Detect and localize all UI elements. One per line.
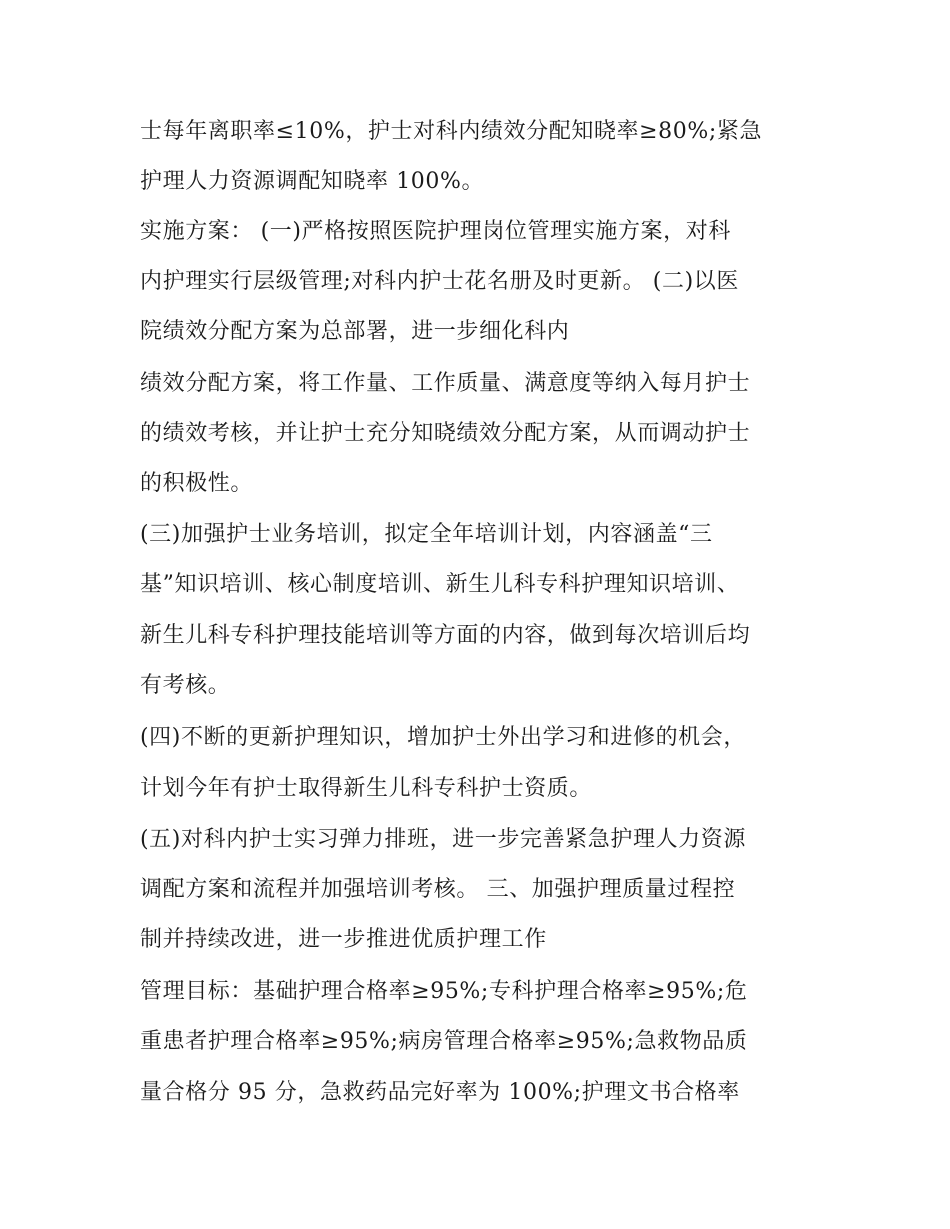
- text-line: (三)加强护士业务培训，拟定全年培训计划，内容涵盖“三: [140, 522, 713, 547]
- text-line: 院绩效分配方案为总部署，进一步细化科内: [140, 319, 570, 344]
- text-line: 重患者护理合格率≥95%;病房管理合格率≥95%;急救物品质: [140, 1029, 748, 1054]
- text-line: (四)不断的更新护理知识，增加护士外出学习和进修的机会，: [140, 725, 746, 750]
- text-line: 基”知识培训、核心制度培训、新生儿科专科护理知识培训、: [140, 572, 740, 597]
- text-line: (五)对科内护士实习弹力排班，进一步完善紧急护理人力资源: [140, 827, 746, 852]
- text-line: 量合格分 95 分，急救药品完好率为 100%;护理文书合格率: [140, 1080, 740, 1105]
- text-line: 内护理实行层级管理;对科内护士花名册及时更新。 (二)以医: [140, 269, 739, 294]
- text-line: 有考核。: [140, 673, 231, 698]
- text-line: 实施方案： (一)严格按照医院护理岗位管理实施方案，对科: [140, 219, 731, 244]
- text-line: 士每年离职率≤10%，护士对科内绩效分配知晓率≥80%;紧急: [140, 119, 763, 144]
- text-line: 制并持续改进，进一步推进优质护理工作: [140, 927, 547, 952]
- text-line: 调配方案和流程并加强培训考核。 三、加强护理质量过程控: [140, 877, 736, 902]
- text-line: 新生儿科专科护理技能培训等方面的内容，做到每次培训后均: [140, 623, 751, 648]
- text-line: 管理目标：基础护理合格率≥95%;专科护理合格率≥95%;危: [140, 979, 748, 1004]
- text-line: 计划今年有护士取得新生儿科专科护士资质。: [140, 776, 593, 801]
- text-line: 的绩效考核，并让护士充分知晓绩效分配方案，从而调动护士: [140, 421, 751, 446]
- text-line: 绩效分配方案，将工作量、工作质量、满意度等纳入每月护士: [140, 371, 751, 396]
- text-line: 护理人力资源调配知晓率 100%。: [140, 169, 485, 194]
- text-line: 的积极性。: [140, 471, 254, 496]
